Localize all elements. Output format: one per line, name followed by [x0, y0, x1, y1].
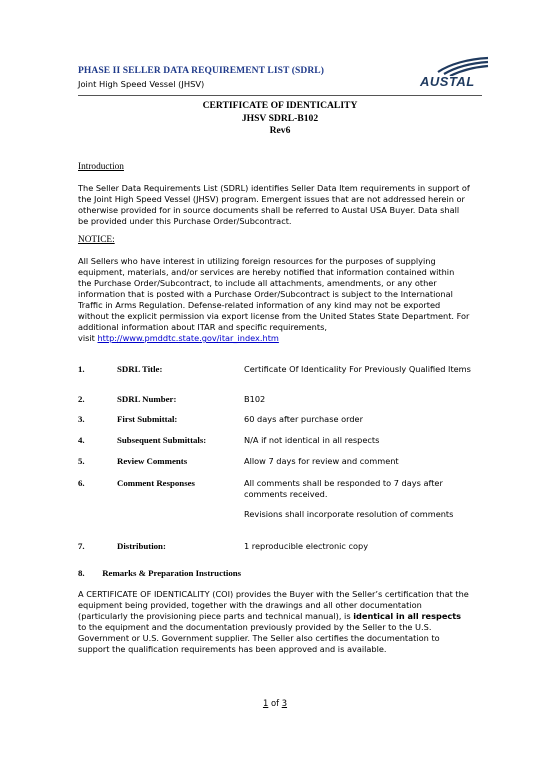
- item-number: 4.: [78, 435, 85, 445]
- item-label: SDRL Number:: [117, 394, 177, 404]
- page-total: 3: [281, 698, 288, 708]
- austal-logo: [420, 52, 490, 92]
- item-label: Review Comments: [117, 456, 188, 466]
- sdrl-item-1: [78, 364, 482, 378]
- item-number: 5.: [78, 456, 85, 466]
- item-number: 3.: [78, 414, 85, 424]
- header-rule: [78, 95, 482, 96]
- page-of: of: [268, 698, 282, 708]
- remarks-emphasis: identical in all respects: [353, 611, 462, 621]
- item-label: Subsequent Submittals:: [117, 435, 207, 445]
- item-number: 1.: [78, 364, 85, 374]
- logo-text: AUSTAL: [420, 74, 475, 89]
- item-value: [244, 478, 474, 520]
- introduction-text: The Seller Data Requirements List (SDRL) identifies Seller Data Item requirements in support of the Joint High Speed Vessel (JHSV) program. Emergent issues that are not addressed herein or otherwise provided for in source documents shall be referred to Austal USA Buyer. Data shall be provided under this Purchase Order/Subcontract.: [78, 183, 470, 226]
- logo-wave-icon: [420, 52, 490, 76]
- title-line-2: JHSV SDRL-B102: [241, 112, 319, 124]
- item-value: N/A if not identical in all respects: [244, 435, 380, 445]
- item-value-line-1: All comments shall be responded to 7 days after comments received.: [244, 478, 443, 499]
- introduction-heading: Introduction: [78, 162, 124, 172]
- item-label: SDRL Title:: [117, 364, 163, 374]
- sdrl-item-2: [78, 394, 482, 408]
- itar-link[interactable]: http://www.pmddtc.state.gov/itar_index.htm: [97, 333, 279, 343]
- remarks-text-start: A CERTIFICATE OF IDENTICALITY (COI) provides the Buyer with the Seller’s certification that the equipment being provided, together with the drawings and all other documentation (particularly the provisioning piece parts and technical manual), is: [78, 589, 469, 621]
- page-number: 1: [262, 698, 269, 708]
- remarks-text: [78, 589, 470, 655]
- item-value: Allow 7 days for review and comment: [244, 456, 399, 466]
- remarks-heading: 8. Remarks & Preparation Instructions: [78, 568, 242, 578]
- item-value: Certificate Of Identicality For Previously Qualified Items: [244, 364, 471, 374]
- notice-text: [78, 256, 470, 344]
- document-title: [78, 100, 482, 138]
- sdrl-item-5: [78, 456, 482, 470]
- item-value-line-2: Revisions shall incorporate resolution of comments: [244, 509, 454, 519]
- header-subtitle: Joint High Speed Vessel (JHSV): [78, 79, 205, 89]
- sdrl-item-7: [78, 541, 482, 555]
- item-value: B102: [244, 394, 266, 404]
- item-label: Distribution:: [117, 541, 166, 551]
- page-footer: [0, 698, 550, 708]
- notice-visit-label: visit: [78, 333, 98, 343]
- remarks-text-end: to the equipment and the documentation previously provided by the Seller to the U.S. Government or U.S. Government supplier. The Seller also certifies the documentation to support the qualification requirements has been approved and is available.: [78, 622, 440, 654]
- item-label: Comment Responses: [117, 478, 195, 488]
- sdrl-item-4: [78, 435, 482, 449]
- header-title: PHASE II SELLER DATA REQUIREMENT LIST (SDRL): [78, 66, 325, 76]
- item-number: 6.: [78, 478, 85, 488]
- title-line-3: Rev6: [269, 125, 291, 136]
- item-value: 60 days after purchase order: [244, 414, 363, 424]
- sdrl-item-3: [78, 414, 482, 428]
- item-label: First Submittal:: [117, 414, 178, 424]
- item-number: 7.: [78, 541, 85, 551]
- item-value: 1 reproducible electronic copy: [244, 541, 369, 551]
- item-number: 2.: [78, 394, 85, 404]
- notice-body: All Sellers who have interest in utilizing foreign resources for the purposes of supplying equipment, materials, and/or services are hereby notified that information contained within the Purchase Order/Subcontract, to include all attachments, amendments, or any other information that is posted with a Purchase Order/Subcontract is subject to the International Traffic in Arms Regulation. Defense-related information of any kind may not be exported without the explicit permission via export license from the United States State Department. For additional information about ITAR and specific requirements,: [78, 256, 470, 332]
- title-line-1: CERTIFICATE OF IDENTICALITY: [202, 100, 358, 111]
- notice-heading: NOTICE:: [78, 235, 115, 245]
- sdrl-item-6: [78, 478, 482, 534]
